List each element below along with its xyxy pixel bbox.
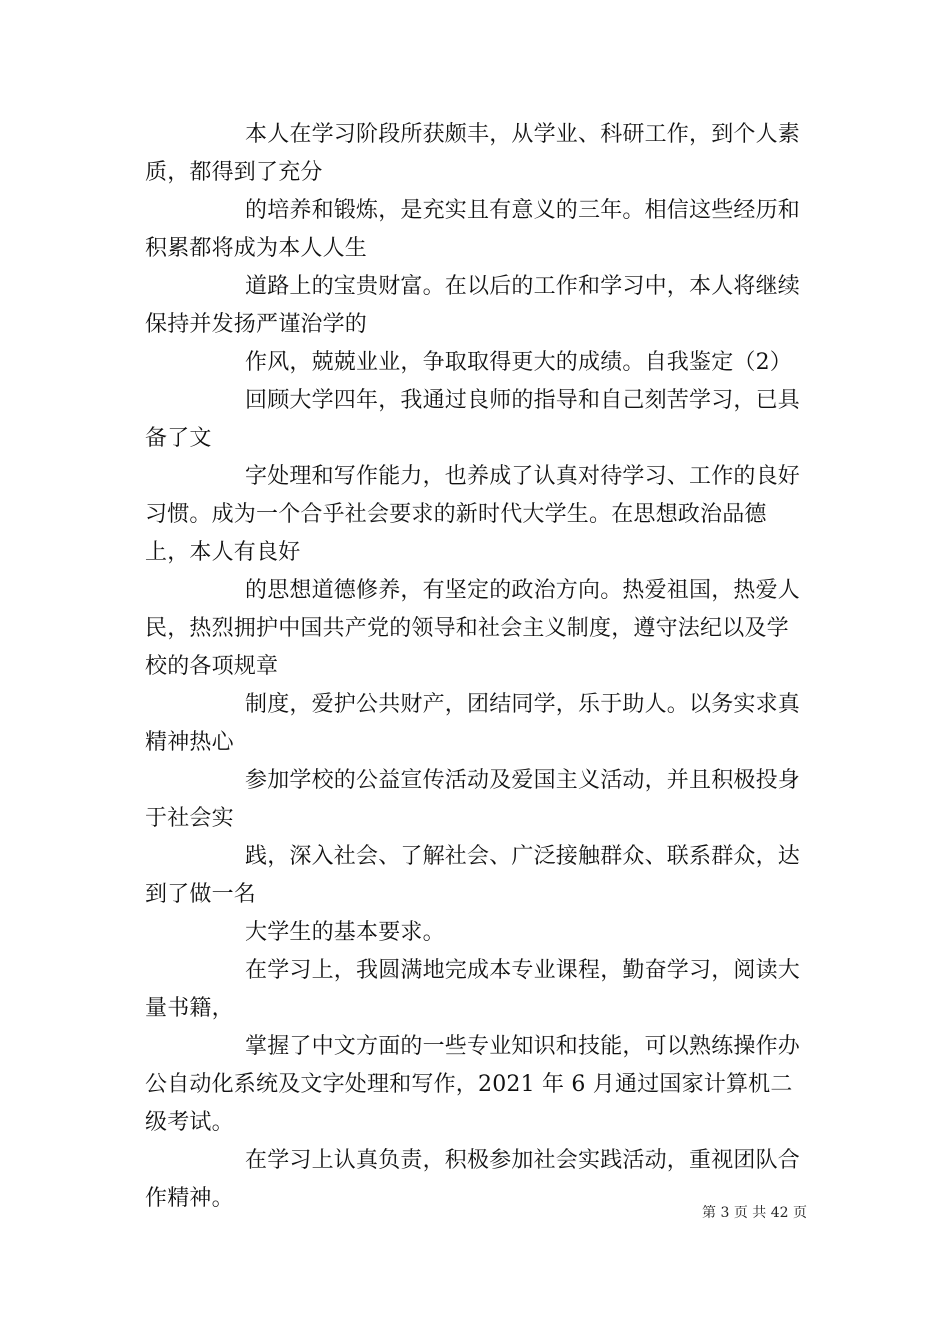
page-number: 第 3 页 共 42 页 <box>702 1205 807 1221</box>
paragraph-text: 道路上的宝贵财富。在以后的工作和学习中，本人将继续保持并发扬严谨治学的 <box>145 274 801 337</box>
paragraph <box>145 458 810 572</box>
paragraph <box>145 686 810 762</box>
paragraph <box>145 1028 810 1142</box>
paragraph-text: 在学习上认真负责，积极参加社会实践活动，重视团队合作精神。 <box>145 1148 801 1211</box>
paragraph <box>145 572 810 686</box>
paragraph-text: 字处理和写作能力，也养成了认真对待学习、工作的良好习惯。成为一个合乎社会要求的新时代大学生。在思想政治品德上，本人有良好 <box>145 464 801 565</box>
paragraph-text: 掌握了中文方面的一些专业知识和技能，可以熟练操作办公自动化系统及文字处理和写作，2021 年 6 月通过国家计算机二级考试。 <box>145 1034 801 1135</box>
paragraph-text: 大学生的基本要求。 <box>245 920 445 945</box>
paragraph-text: 在学习上，我圆满地完成本专业课程，勤奋学习，阅读大量书籍， <box>145 958 801 1021</box>
paragraph <box>145 762 810 838</box>
paragraph-text: 的培养和锻炼，是充实且有意义的三年。相信这些经历和积累都将成为本人人生 <box>145 198 801 261</box>
paragraph <box>145 192 810 268</box>
paragraph-text: 回顾大学四年，我通过良师的指导和自己刻苦学习，已具备了文 <box>145 388 801 451</box>
paragraph-text: 参加学校的公益宣传活动及爱国主义活动，并且积极投身于社会实 <box>145 768 801 831</box>
paragraph-text: 制度，爱护公共财产，团结同学，乐于助人。以务实求真精神热心 <box>145 692 801 755</box>
document-body <box>145 116 810 1218</box>
paragraph <box>145 268 810 344</box>
paragraph <box>145 838 810 914</box>
paragraph <box>145 952 810 1028</box>
paragraph-text: 的思想道德修养，有坚定的政治方向。热爱祖国，热爱人民，热烈拥护中国共产党的领导和社会主义制度，遵守法纪以及学校的各项规章 <box>145 578 801 679</box>
paragraph-text: 践，深入社会、了解社会、广泛接触群众、联系群众，达到了做一名 <box>145 844 801 907</box>
paragraph <box>145 914 810 952</box>
paragraph-text: 本人在学习阶段所获颇丰，从学业、科研工作，到个人素质，都得到了充分 <box>145 122 801 185</box>
paragraph-text: 作风，兢兢业业，争取取得更大的成绩。自我鉴定（2） <box>245 350 792 375</box>
paragraph <box>145 382 810 458</box>
paragraph <box>145 344 810 382</box>
paragraph <box>145 116 810 192</box>
